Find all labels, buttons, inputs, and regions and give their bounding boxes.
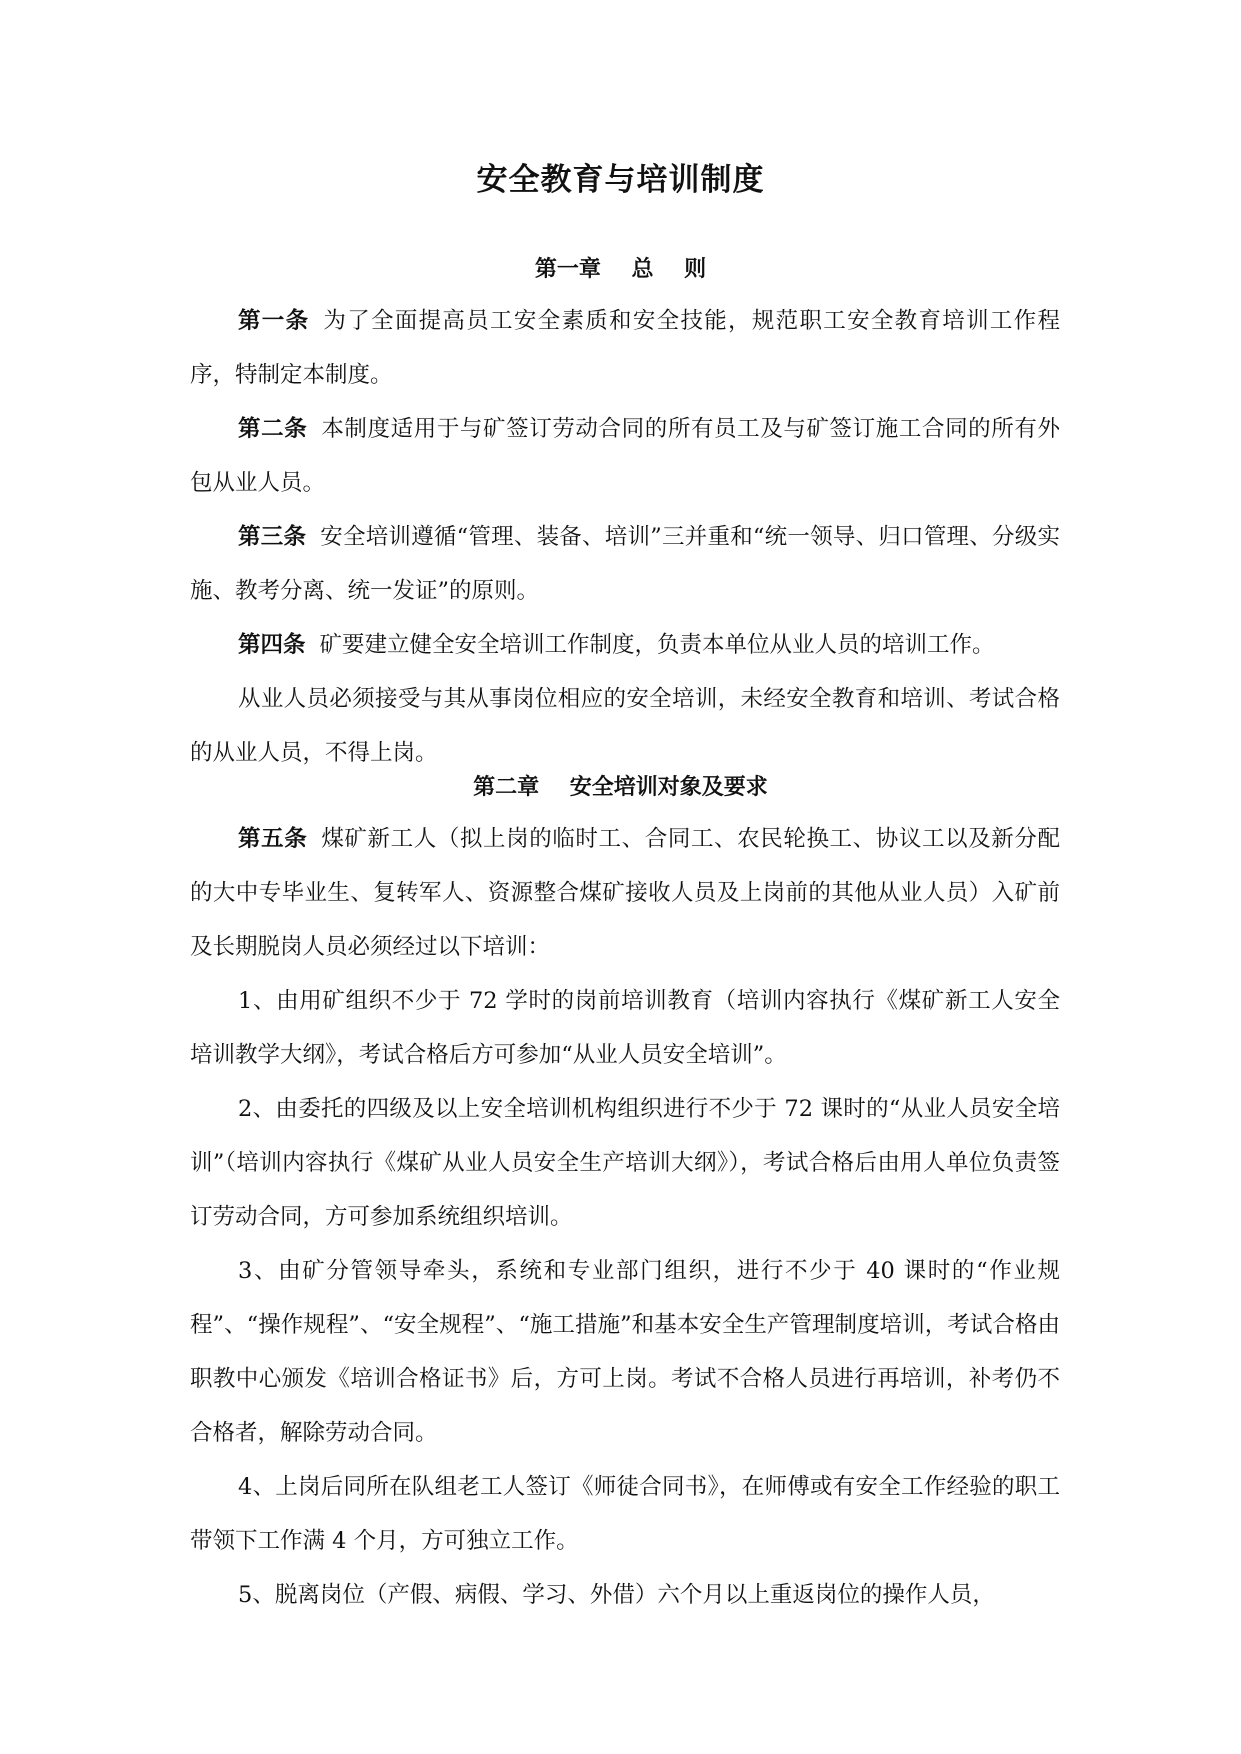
article-label: 第三条 [238, 524, 307, 550]
article-2 [190, 402, 1060, 510]
article-1 [190, 294, 1060, 402]
article-text: 矿要建立健全安全培训工作制度，负责本单位从业人员的培训工作。 [319, 632, 995, 658]
list-item-4: 4、上岗后同所在队组老工人签订《师徒合同书》，在师傅或有安全工作经验的职工带领下工作满 4 个月，方可独立工作。 [190, 1474, 1060, 1554]
article-3 [190, 510, 1060, 618]
list-item-5: 5、脱离岗位（产假、病假、学习、外借）六个月以上重返岗位的操作人员， [238, 1582, 995, 1608]
article-text: 煤矿新工人（拟上岗的临时工、合同工、农民轮换工、协议工以及新分配的大中专毕业生、复转军人、资源整合煤矿接收人员及上岗前的其他从业人员）入矿前及长期脱岗人员必须经过以下培训： [190, 826, 1060, 960]
article-label: 第一条 [238, 308, 310, 334]
chapter-heading-2: 第二章 安全培训对象及要求 [473, 774, 768, 800]
article-4 [190, 618, 1060, 672]
article-label: 第四条 [238, 632, 306, 658]
article-5 [190, 812, 1060, 974]
article-label: 第五条 [238, 826, 308, 852]
list-item-3: 3、由矿分管领导牵头，系统和专业部门组织，进行不少于 40 课时的“作业规程”、“操作规程”、“安全规程”、“施工措施”和基本安全生产管理制度培训，考试合格由职教中心颁发《培训合格证书》后，方可上岗。考试不合格人员进行再培训，补考仍不合格者，解除劳动合同。 [190, 1258, 1060, 1446]
paragraph-after-article-4: 从业人员必须接受与其从事岗位相应的安全培训，未经安全教育和培训、考试合格的从业人员，不得上岗。 [190, 686, 1060, 766]
article-text: 为了全面提高员工安全素质和安全技能，规范职工安全教育培训工作程序，特制定本制度。 [190, 308, 1060, 388]
list-item-1: 1、由用矿组织不少于 72 学时的岗前培训教育（培训内容执行《煤矿新工人安全培训教学大纲》，考试合格后方可参加“从业人员安全培训”。 [190, 988, 1060, 1068]
article-text: 本制度适用于与矿签订劳动合同的所有员工及与矿签订施工合同的所有外包从业人员。 [190, 416, 1060, 496]
chapter-heading-1: 第一章 总 则 [534, 256, 707, 282]
document-title: 安全教育与培训制度 [476, 162, 765, 198]
list-item-2: 2、由委托的四级及以上安全培训机构组织进行不少于 72 课时的“从业人员安全培训”（培训内容执行《煤矿从业人员安全生产培训大纲》），考试合格后由用人单位负责签订劳动合同，方可参加系统组织培训。 [190, 1096, 1060, 1230]
article-text: 安全培训遵循“管理、装备、培训”三并重和“统一领导、归口管理、分级实施、教考分离、统一发证”的原则。 [190, 524, 1060, 604]
article-label: 第二条 [238, 416, 308, 442]
